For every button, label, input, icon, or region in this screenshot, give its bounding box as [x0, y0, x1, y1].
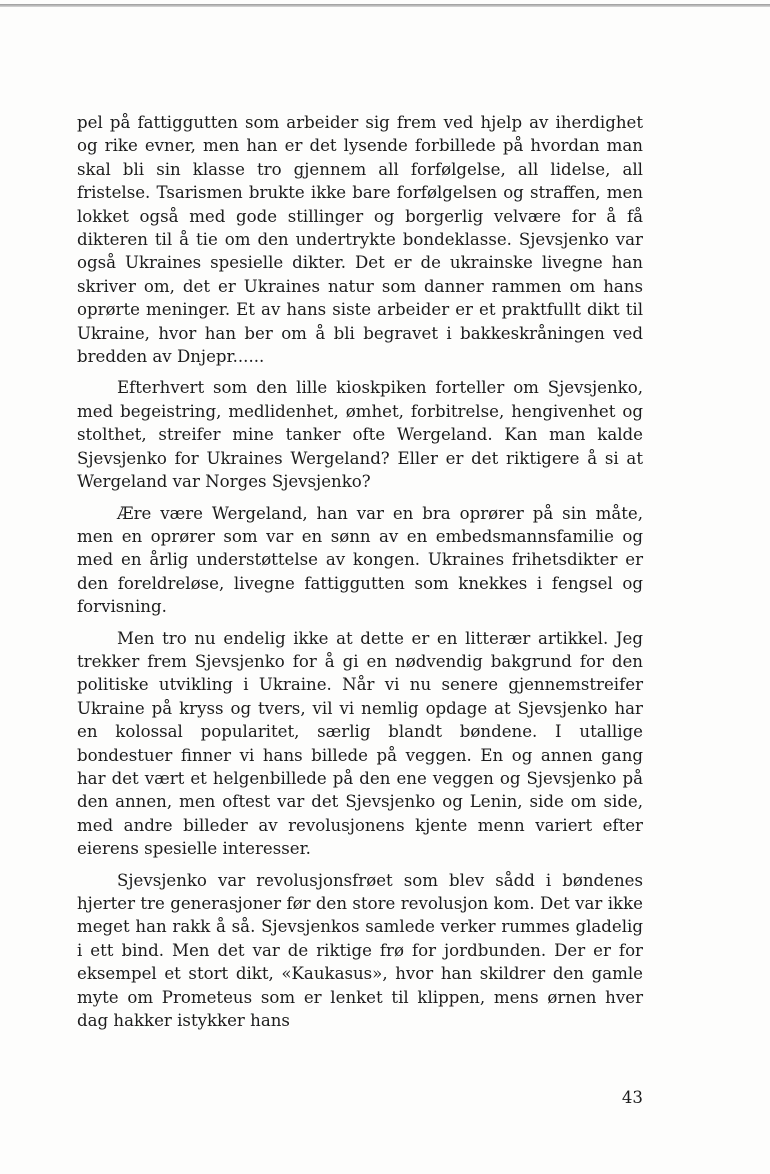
paragraph-continuation: pel på fattiggutten som arbeider sig frem ved hjelp av iherdighet og rike evner, men han er det lysende forbillede på hvordan man skal bli sin klasse tro gjennem all forfølgelse, all lidelse, all fristelse. Tsarismen brukte ikke bare forfølgelsen og straffen, men lokket også med gode stillinger og borgerlig velvære for å få dikteren til å tie om den undertrykte bondeklasse. Sjevsjenko var også Ukraines spesielle dikter. Det er de ukrainske livegne han skriver om, det er Ukraines natur som danner rammen om hans oprørte meninger. Et av hans siste arbeider er et praktfullt dikt til Ukraine, hvor han ber om å bli begravet i bakkeskråningen ved bredden av Dnjepr......: [77, 113, 643, 367]
scan-edge-rule: [0, 4, 770, 7]
body-text: [77, 111, 643, 1040]
paragraph-political-background: Men tro nu endelig ikke at dette er en litterær artikkel. Jeg trekker frem Sjevsjenko for å gi en nødvendig bakgrund for den politiske utvikling i Ukraine. Når vi nu senere gjennemstreifer Ukraine på kryss og tvers, vil vi nemlig opdage at Sjevsjenko har en kolossal popularitet, særlig blandt bøndene. I utallige bondestuer finner vi hans billede på veggen. En og annen gang har det vært et helgenbillede på den ene veggen og Sjevsjenko på den annen, men oftest var det Sjevsjenko og Lenin, side om side, med andre billeder av revolusjonens kjente menn variert efter eierens spesielle interesser.: [77, 628, 643, 859]
paragraph-wergeland-comparison: Efterhvert som den lille kioskpiken forteller om Sjevsjenko, med begeistring, medlidenhet, ømhet, forbitrelse, hengivenhet og stolthet, streifer mine tanker ofte Wergeland. Kan man kalde Sjevsjenko for Ukraines Wergeland? Eller er det riktigere å si at Wergeland var Norges Sjevsjenko?: [77, 378, 643, 492]
page-number: 43: [621, 1088, 643, 1107]
paragraph-aere-vaere-wergeland: Ære være Wergeland, han var en bra oprører på sin måte, men en oprører som var en sønn av en embedsmannsfamilie og med en årlig understøttelse av kongen. Ukraines frihetsdikter er den foreldreløse, livegne fattiggutten som knekkes i fengsel og forvisning.: [77, 503, 643, 617]
paragraph-revolution-seed: Sjevsjenko var revolusjonsfrøet som blev sådd i bøndenes hjerter tre generasjoner før den store revolusjon kom. Det var ikke meget han rakk å så. Sjevsjenkos samlede verker rummes gladelig i ett bind. Men det var de riktige frø for jordbunden. Der er for eksempel et stort dikt, «Kaukasus», hvor han skildrer den gamle myte om Prometeus som er lenket til klippen, mens ørnen hver dag hakker istykker hans: [77, 870, 643, 1031]
